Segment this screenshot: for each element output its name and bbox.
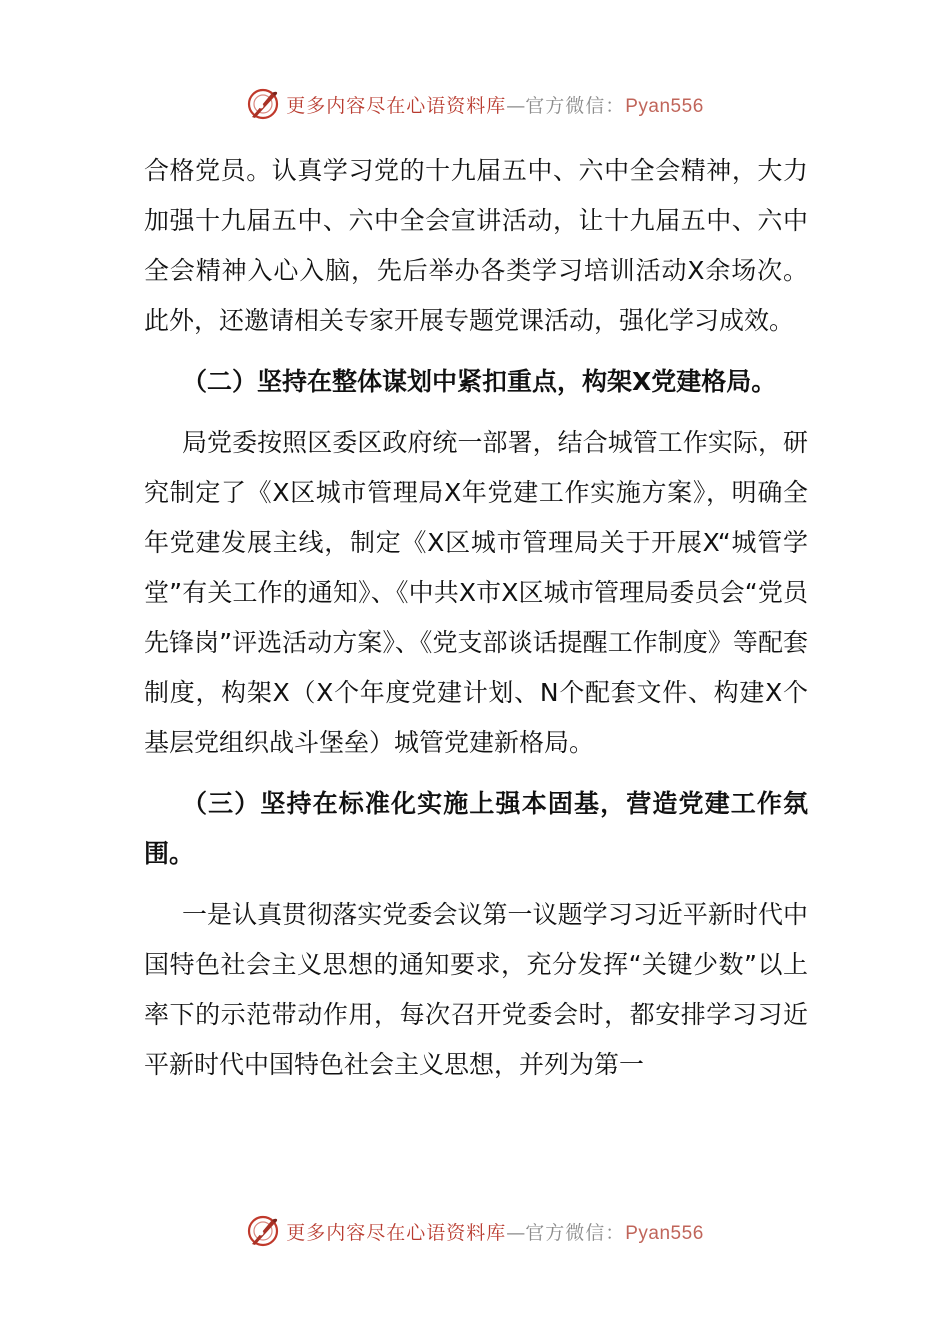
header-wechat-id: Pyan556 — [625, 95, 704, 117]
paragraph-2: 局党委按照区委区政府统一部署，结合城管工作实际，研究制定了《X区城市管理局X年党建工作实施方案》，明确全年党建发展主线，制定《X区城市管理局关于开展X“城管学堂”有关工作的通知》、《中共X市X区城市管理局委员会“党员先锋岗”评选活动方案》、《党支部谈话提醒工作制度》等配套制度，构架X（X个年度党建计划、N个配套文件、构建X个基层党组织战斗堡垒）城管党建新格局。 — [144, 428, 808, 757]
heading-3: （三）坚持在标准化实施上强本固基，营造党建工作氛围。 — [144, 789, 808, 868]
footer-site-text: 更多内容尽在心语资料库 — [286, 1221, 507, 1244]
header-site-text: 更多内容尽在心语资料库 — [286, 94, 507, 117]
header-banner-text — [286, 91, 704, 118]
paragraph-1: 合格党员。认真学习党的十九届五中、六中全会精神，大力加强十九届五中、六中全会宣讲活动，让十九届五中、六中全会精神入心入脑，先后举办各类学习培训活动X余场次。此外，还邀请相关专家开展专题党课活动，强化学习成效。 — [144, 156, 808, 335]
header-dash: — — [506, 94, 526, 117]
footer-watermark-banner — [0, 1211, 950, 1251]
footer-official-label: 官方微信： — [525, 1221, 626, 1244]
paragraph-3: 一是认真贯彻落实党委会议第一议题学习习近平新时代中国特色社会主义思想的通知要求，充分发挥“关键少数”以上率下的示范带动作用，每次召开党委会时，都安排学习习近平新时代中国特色社会主义思想，并列为第一 — [144, 900, 808, 1079]
header-watermark-banner — [0, 84, 950, 124]
footer-banner-text — [286, 1218, 704, 1245]
heading-2: （二）坚持在整体谋划中紧扣重点，构架X党建格局。 — [182, 367, 777, 396]
quill-pen-logo-icon — [246, 1214, 280, 1248]
header-official-label: 官方微信： — [525, 94, 626, 117]
footer-wechat-id: Pyan556 — [625, 1222, 704, 1244]
quill-pen-logo-icon — [246, 87, 280, 121]
document-body — [144, 146, 808, 1090]
footer-dash: — — [506, 1221, 526, 1244]
